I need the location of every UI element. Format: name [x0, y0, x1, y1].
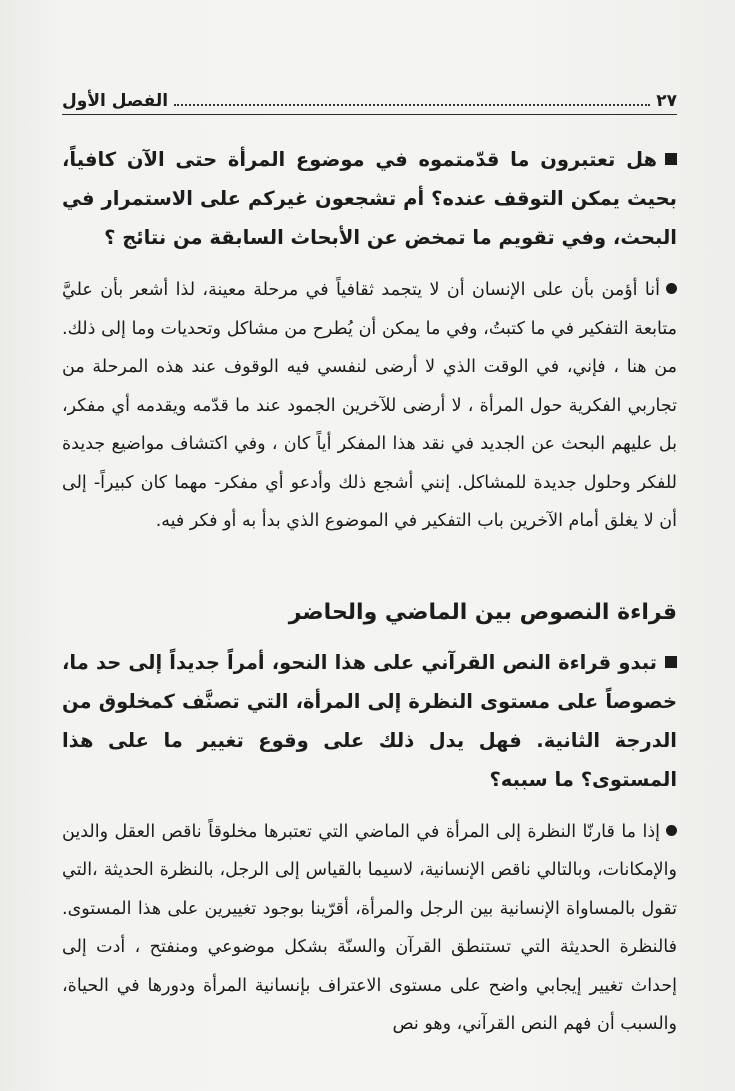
answer-2-line: إذا ما قارنّا النظرة إلى المرأة في الماضي التي تعتبرها مخلوقاً ناقص: [161, 821, 660, 842]
answer-1-line: المفكر أياً كان ، وفي اكتشاف مواضيع جديدة للفكر وحلول جديدة للمشاكل. إنني: [62, 434, 677, 493]
answer-1-line: وتحديات وما إلى ذلك. من هنا ، فإني، في الوقت الذي لا أرضى لنفسي فيه: [62, 318, 678, 377]
circle-bullet-icon: [666, 825, 677, 836]
question-2-line: خصوصاً على مستوى النظرة إلى المرأة، التي تصنَّف كمخلوق من الدرجة: [62, 689, 677, 752]
chapter-title: الفصل الأول: [62, 91, 169, 111]
question-2-line: الثانية. فهل يدل ذلك على وقوع تغيير ما على هذا المستوى؟ ما سببه؟: [62, 728, 677, 791]
question-2: [62, 643, 677, 799]
answer-1-line: التفكير في الموضوع الذي بدأ به أو فكر فيه.: [155, 511, 472, 531]
answer-1: [62, 271, 677, 541]
answer-1-line: الجمود عند ما قدّمه ويقدمه أي مفكر، بل عليهم البحث عن الجديد في نقد هذا: [62, 395, 677, 454]
question-1-line: تقويم ما تمخض عن الأبحاث السابقة من نتائج ؟: [104, 226, 555, 249]
answer-1-line: أشعر بأن عليَّ متابعة التفكير في ما كتبتُ، وفي ما يمكن أن يُطرح من مشاكل: [62, 280, 677, 339]
answer-1-line: أشجع ذلك وأدعو أي مفكر- مهما كان كبيراً- إلى أن لا يغلق أمام الآخرين باب: [62, 472, 677, 531]
question-1-line: يمكن التوقف عنده؟ أم تشجعون غيركم على الاستمرار في البحث، وفي: [62, 187, 677, 249]
page-body: [62, 140, 677, 1044]
answer-1-line: أنا أؤمن بأن على الإنسان أن لا يتجمد ثقافياً في مرحلة معينة، لذا: [175, 280, 660, 300]
circle-bullet-icon: [666, 283, 677, 294]
square-bullet-icon: [665, 153, 677, 165]
answer-2-line: تغييرين على هذا المستوى. فالنظرة الحديثة التي تستنطق القرآن والسنّة بشكل: [62, 898, 677, 957]
answer-2-line: موضوعي ومنفتح ، أدت إلى إحداث تغيير إيجابي واضح على مستوى الاعتراف: [62, 937, 677, 996]
running-header: [62, 88, 677, 115]
question-1-line: هل تعتبرون ما قدّمتموه في موضوع المرأة حتى الآن كافياً، بحيث: [62, 148, 677, 210]
answer-2-line: بإنسانية المرأة ودورها في الحياة، والسبب أن فهم النص القرآني، وهو نص: [62, 975, 677, 1034]
answer-2-line: العقل والدين والإمكانات، وبالتالي ناقص الإنسانية، لاسيما بالقياس إلى الرجل،: [62, 821, 677, 880]
section-heading: قراءة النصوص بين الماضي والحاضر: [288, 599, 677, 625]
question-2-line: تبدو قراءة النص القرآني على هذا النحو، أمراً جديداً إلى حد ما،: [62, 650, 657, 674]
answer-2: [62, 813, 677, 1044]
header-dot-leader: [174, 104, 650, 106]
answer-2-line: بالنظرة الحديثة ،التي تقول بالمساواة الإنسانية بين الرجل والمرأة، أقرّينا بوجود: [62, 860, 677, 919]
page-number: ٢٧: [656, 91, 677, 111]
square-bullet-icon: [665, 656, 677, 668]
question-1: [62, 140, 677, 257]
answer-1-line: الوقوف عند هذه المرحلة من تجاربي الفكرية حول المرأة ، لا أرضى للآخرين: [62, 357, 677, 416]
